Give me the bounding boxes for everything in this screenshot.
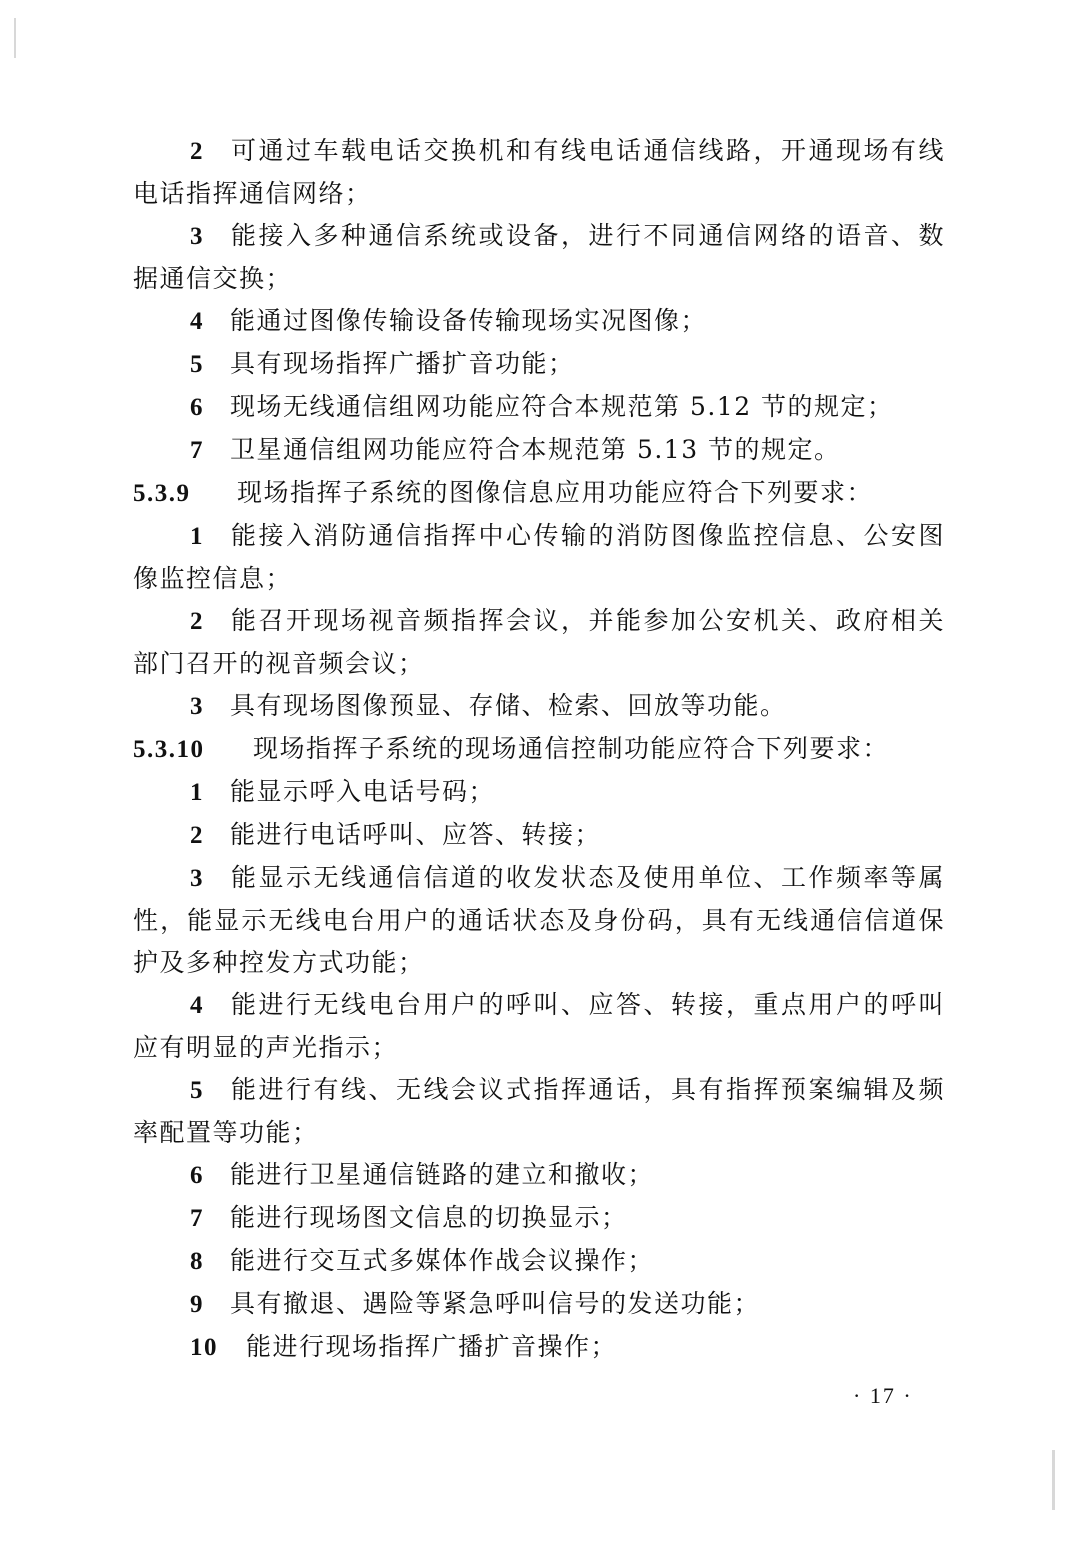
list-item xyxy=(133,429,945,472)
scan-edge-mark-bottom xyxy=(1052,1450,1055,1510)
item-number: 5 xyxy=(190,351,204,378)
list-item xyxy=(133,1197,945,1240)
list-item xyxy=(133,1240,945,1283)
item-number: 3 xyxy=(190,865,204,892)
clause-text: 现场指挥子系统的图像信息应用功能应符合下列要求： xyxy=(237,478,874,507)
list-item xyxy=(133,130,945,215)
item-text: 卫星通信组网功能应符合本规范第 5.13 节的规定。 xyxy=(230,435,841,464)
item-text: 能接入多种通信系统或设备，进行不同通信网络的语音、数据通信交换； xyxy=(133,221,945,293)
list-item xyxy=(133,343,945,386)
item-number: 4 xyxy=(190,992,204,1019)
item-number: 3 xyxy=(190,693,204,720)
list-item xyxy=(133,685,945,728)
item-number: 7 xyxy=(190,437,204,464)
item-text: 能召开现场视音频指挥会议，并能参加公安机关、政府相关部门召开的视音频会议； xyxy=(133,606,945,678)
item-number: 2 xyxy=(190,608,204,635)
item-number: 10 xyxy=(190,1334,218,1361)
clause-heading-5-3-10 xyxy=(133,728,945,771)
list-item xyxy=(133,857,945,984)
item-number: 4 xyxy=(190,308,204,335)
item-text: 能通过图像传输设备传输现场实况图像； xyxy=(230,306,708,335)
item-text: 能接入消防通信指挥中心传输的消防图像监控信息、公安图像监控信息； xyxy=(133,521,945,593)
item-text: 能进行现场图文信息的切换显示； xyxy=(230,1203,628,1232)
item-text: 能显示呼入电话号码； xyxy=(230,777,496,806)
document-body xyxy=(133,130,945,1369)
item-number: 8 xyxy=(190,1248,204,1275)
clause-number: 5.3.10 xyxy=(133,736,205,763)
item-text: 能进行现场指挥广播扩音操作； xyxy=(246,1332,618,1361)
item-text: 能显示无线通信信道的收发状态及使用单位、工作频率等属性，能显示无线电台用户的通话状态及身份码，具有无线通信信道保护及多种控发方式功能； xyxy=(133,863,945,977)
list-item xyxy=(133,515,945,600)
list-item xyxy=(133,300,945,343)
clause-number: 5.3.9 xyxy=(133,480,191,507)
item-text: 能进行卫星通信链路的建立和撤收； xyxy=(230,1160,655,1189)
list-item xyxy=(133,600,945,685)
item-number: 1 xyxy=(190,779,204,806)
item-text: 具有撤退、遇险等紧急呼叫信号的发送功能； xyxy=(230,1289,761,1318)
item-number: 5 xyxy=(190,1077,204,1104)
item-number: 1 xyxy=(190,523,204,550)
list-item xyxy=(133,1283,945,1326)
item-text: 能进行无线电台用户的呼叫、应答、转接，重点用户的呼叫应有明显的声光指示； xyxy=(133,990,945,1062)
item-text: 具有现场图像预显、存储、检索、回放等功能。 xyxy=(230,691,787,720)
list-item xyxy=(133,1069,945,1154)
clause-text: 现场指挥子系统的现场通信控制功能应符合下列要求： xyxy=(253,734,890,763)
item-number: 2 xyxy=(190,822,204,849)
item-number: 9 xyxy=(190,1291,204,1318)
item-text: 能进行交互式多媒体作战会议操作； xyxy=(230,1246,655,1275)
list-item xyxy=(133,771,945,814)
item-number: 2 xyxy=(190,138,204,165)
scan-edge-mark-top xyxy=(14,18,16,58)
item-number: 6 xyxy=(190,1162,204,1189)
page-number: · 17 · xyxy=(853,1383,913,1408)
list-item xyxy=(133,1154,945,1197)
item-number: 6 xyxy=(190,394,204,421)
list-item xyxy=(133,386,945,429)
item-text: 具有现场指挥广播扩音功能； xyxy=(230,349,575,378)
item-number: 3 xyxy=(190,223,204,250)
item-text: 能进行有线、无线会议式指挥通话，具有指挥预案编辑及频率配置等功能； xyxy=(133,1075,945,1147)
list-item xyxy=(133,814,945,857)
list-item xyxy=(133,215,945,300)
item-text: 能进行电话呼叫、应答、转接； xyxy=(230,820,602,849)
item-number: 7 xyxy=(190,1205,204,1232)
list-item xyxy=(133,984,945,1069)
clause-heading-5-3-9 xyxy=(133,472,945,515)
list-item xyxy=(133,1326,945,1369)
item-text: 可通过车载电话交换机和有线电话通信线路，开通现场有线电话指挥通信网络； xyxy=(133,136,945,208)
item-text: 现场无线通信组网功能应符合本规范第 5.12 节的规定； xyxy=(230,392,894,421)
